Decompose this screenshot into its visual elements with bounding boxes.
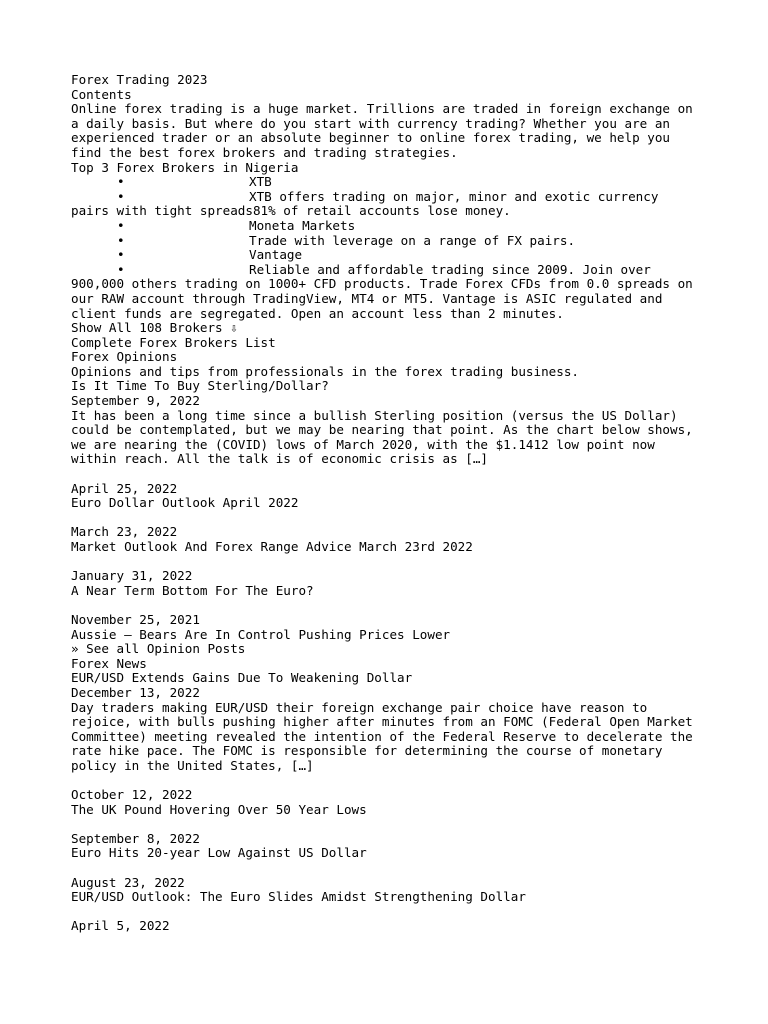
news-post-date: April 5, 2022	[71, 918, 170, 934]
news-post-date: August 23, 2022	[71, 874, 185, 890]
broker-description: Reliable and affordable trading since 2009. Join over	[249, 261, 651, 277]
bullet-icon: •	[117, 232, 125, 248]
spacer	[71, 598, 696, 613]
broker-description: Trade with leverage on a range of FX pairs.	[249, 232, 576, 248]
brokers-list	[71, 175, 696, 321]
broker-list-item	[71, 234, 696, 249]
broker-name-xtb[interactable]: XTB	[249, 174, 272, 190]
opinion-post-date: November 25, 2021	[71, 611, 200, 627]
brokers-heading: Top 3 Forex Brokers in Nigeria	[71, 159, 299, 175]
spacer	[71, 861, 696, 876]
opinion-post-date: January 31, 2022	[71, 568, 193, 584]
opinion-post-title-link[interactable]: Aussie – Bears Are In Control Pushing Prices Lower	[71, 626, 451, 642]
broker-list-item	[71, 190, 696, 219]
intro-paragraph: Online forex trading is a huge market. Trillions are traded in foreign exchange on a daily basis. But where do you start with currency trading? Whether you are an experienced trader or an absolute beginner to online forex trading, we help you find the best forex brokers and trading strategies.	[71, 101, 693, 160]
bullet-icon: •	[117, 188, 125, 204]
page-title: Forex Trading 2023	[71, 72, 208, 87]
opinions-heading: Forex Opinions	[71, 349, 178, 365]
broker-list-item	[71, 219, 696, 234]
news-post-date: September 8, 2022	[71, 830, 200, 846]
complete-brokers-list-link[interactable]: Complete Forex Brokers List	[71, 334, 276, 350]
opinion-featured-excerpt: It has been a long time since a bullish Sterling position (versus the US Dollar) could be contemplated, but we may be nearing that point. As the chart below shows, we are nearing the (COVID) lows of March 2020, with the $1.1412 low point now within reach. All the talk is of economic crisis as […]	[71, 407, 693, 467]
spacer	[71, 817, 696, 832]
news-post-title-link[interactable]: The UK Pound Hovering Over 50 Year Lows	[71, 801, 367, 817]
opinion-post-title-link[interactable]: A Near Term Bottom For The Euro?	[71, 582, 314, 598]
spacer	[71, 467, 696, 482]
broker-description-continued: 900,000 others trading on 1000+ CFD products. Trade Forex CFDs from 0.0 spreads on our RAW account through TradingView, MT4 or MT5. Vantage is ASIC regulated and client funds are segregated. Open an account less than 2 minutes.	[71, 276, 693, 321]
news-featured-excerpt: Day traders making EUR/USD their foreign exchange pair choice have reason to rejoice, with bulls pushing higher after minutes from an FOMC (Federal Open Market Committee) meeting revealed the intention of the Federal Reserve to decelerate the rate hike pace. The FOMC is responsible for determining the course of monetary policy in the United States, […]	[71, 699, 693, 773]
broker-description-continued: pairs with tight spreads81% of retail accounts lose money.	[71, 203, 511, 219]
broker-list-item	[71, 248, 696, 263]
bullet-icon: •	[117, 174, 125, 190]
news-post-date: October 12, 2022	[71, 787, 193, 803]
bullet-icon: •	[117, 217, 125, 233]
document-page	[71, 73, 696, 934]
opinion-post-date: March 23, 2022	[71, 524, 178, 540]
show-all-brokers-link[interactable]: Show All 108 Brokers ⇩	[71, 320, 238, 336]
news-featured-title-link[interactable]: EUR/USD Extends Gains Due To Weakening Dollar	[71, 670, 413, 686]
spacer	[71, 555, 696, 570]
opinion-post-title-link[interactable]: Euro Dollar Outlook April 2022	[71, 495, 299, 511]
contents-link[interactable]: Contents	[71, 86, 132, 102]
broker-name-moneta-markets[interactable]: Moneta Markets	[249, 217, 356, 233]
opinion-featured-date: September 9, 2022	[71, 393, 200, 409]
spacer	[71, 905, 696, 920]
broker-list-item	[71, 175, 696, 190]
opinion-featured-title-link[interactable]: Is It Time To Buy Sterling/Dollar?	[71, 378, 329, 394]
broker-name-vantage[interactable]: Vantage	[249, 247, 303, 263]
broker-list-item	[71, 263, 696, 321]
spacer	[71, 774, 696, 789]
news-post-title-link[interactable]: Euro Hits 20-year Low Against US Dollar	[71, 845, 367, 861]
news-heading: Forex News	[71, 655, 147, 671]
bullet-icon: •	[117, 247, 125, 263]
opinions-subheading: Opinions and tips from professionals in the forex trading business.	[71, 363, 579, 379]
see-all-opinions-link[interactable]: » See all Opinion Posts	[71, 641, 246, 657]
spacer	[71, 511, 696, 526]
bullet-icon: •	[117, 261, 125, 277]
broker-description: XTB offers trading on major, minor and exotic currency	[249, 188, 659, 204]
opinion-post-title-link[interactable]: Market Outlook And Forex Range Advice March 23rd 2022	[71, 539, 473, 554]
news-featured-date: December 13, 2022	[71, 684, 200, 700]
news-post-title-link[interactable]: EUR/USD Outlook: The Euro Slides Amidst Strengthening Dollar	[71, 889, 526, 905]
opinion-post-date: April 25, 2022	[71, 480, 178, 496]
